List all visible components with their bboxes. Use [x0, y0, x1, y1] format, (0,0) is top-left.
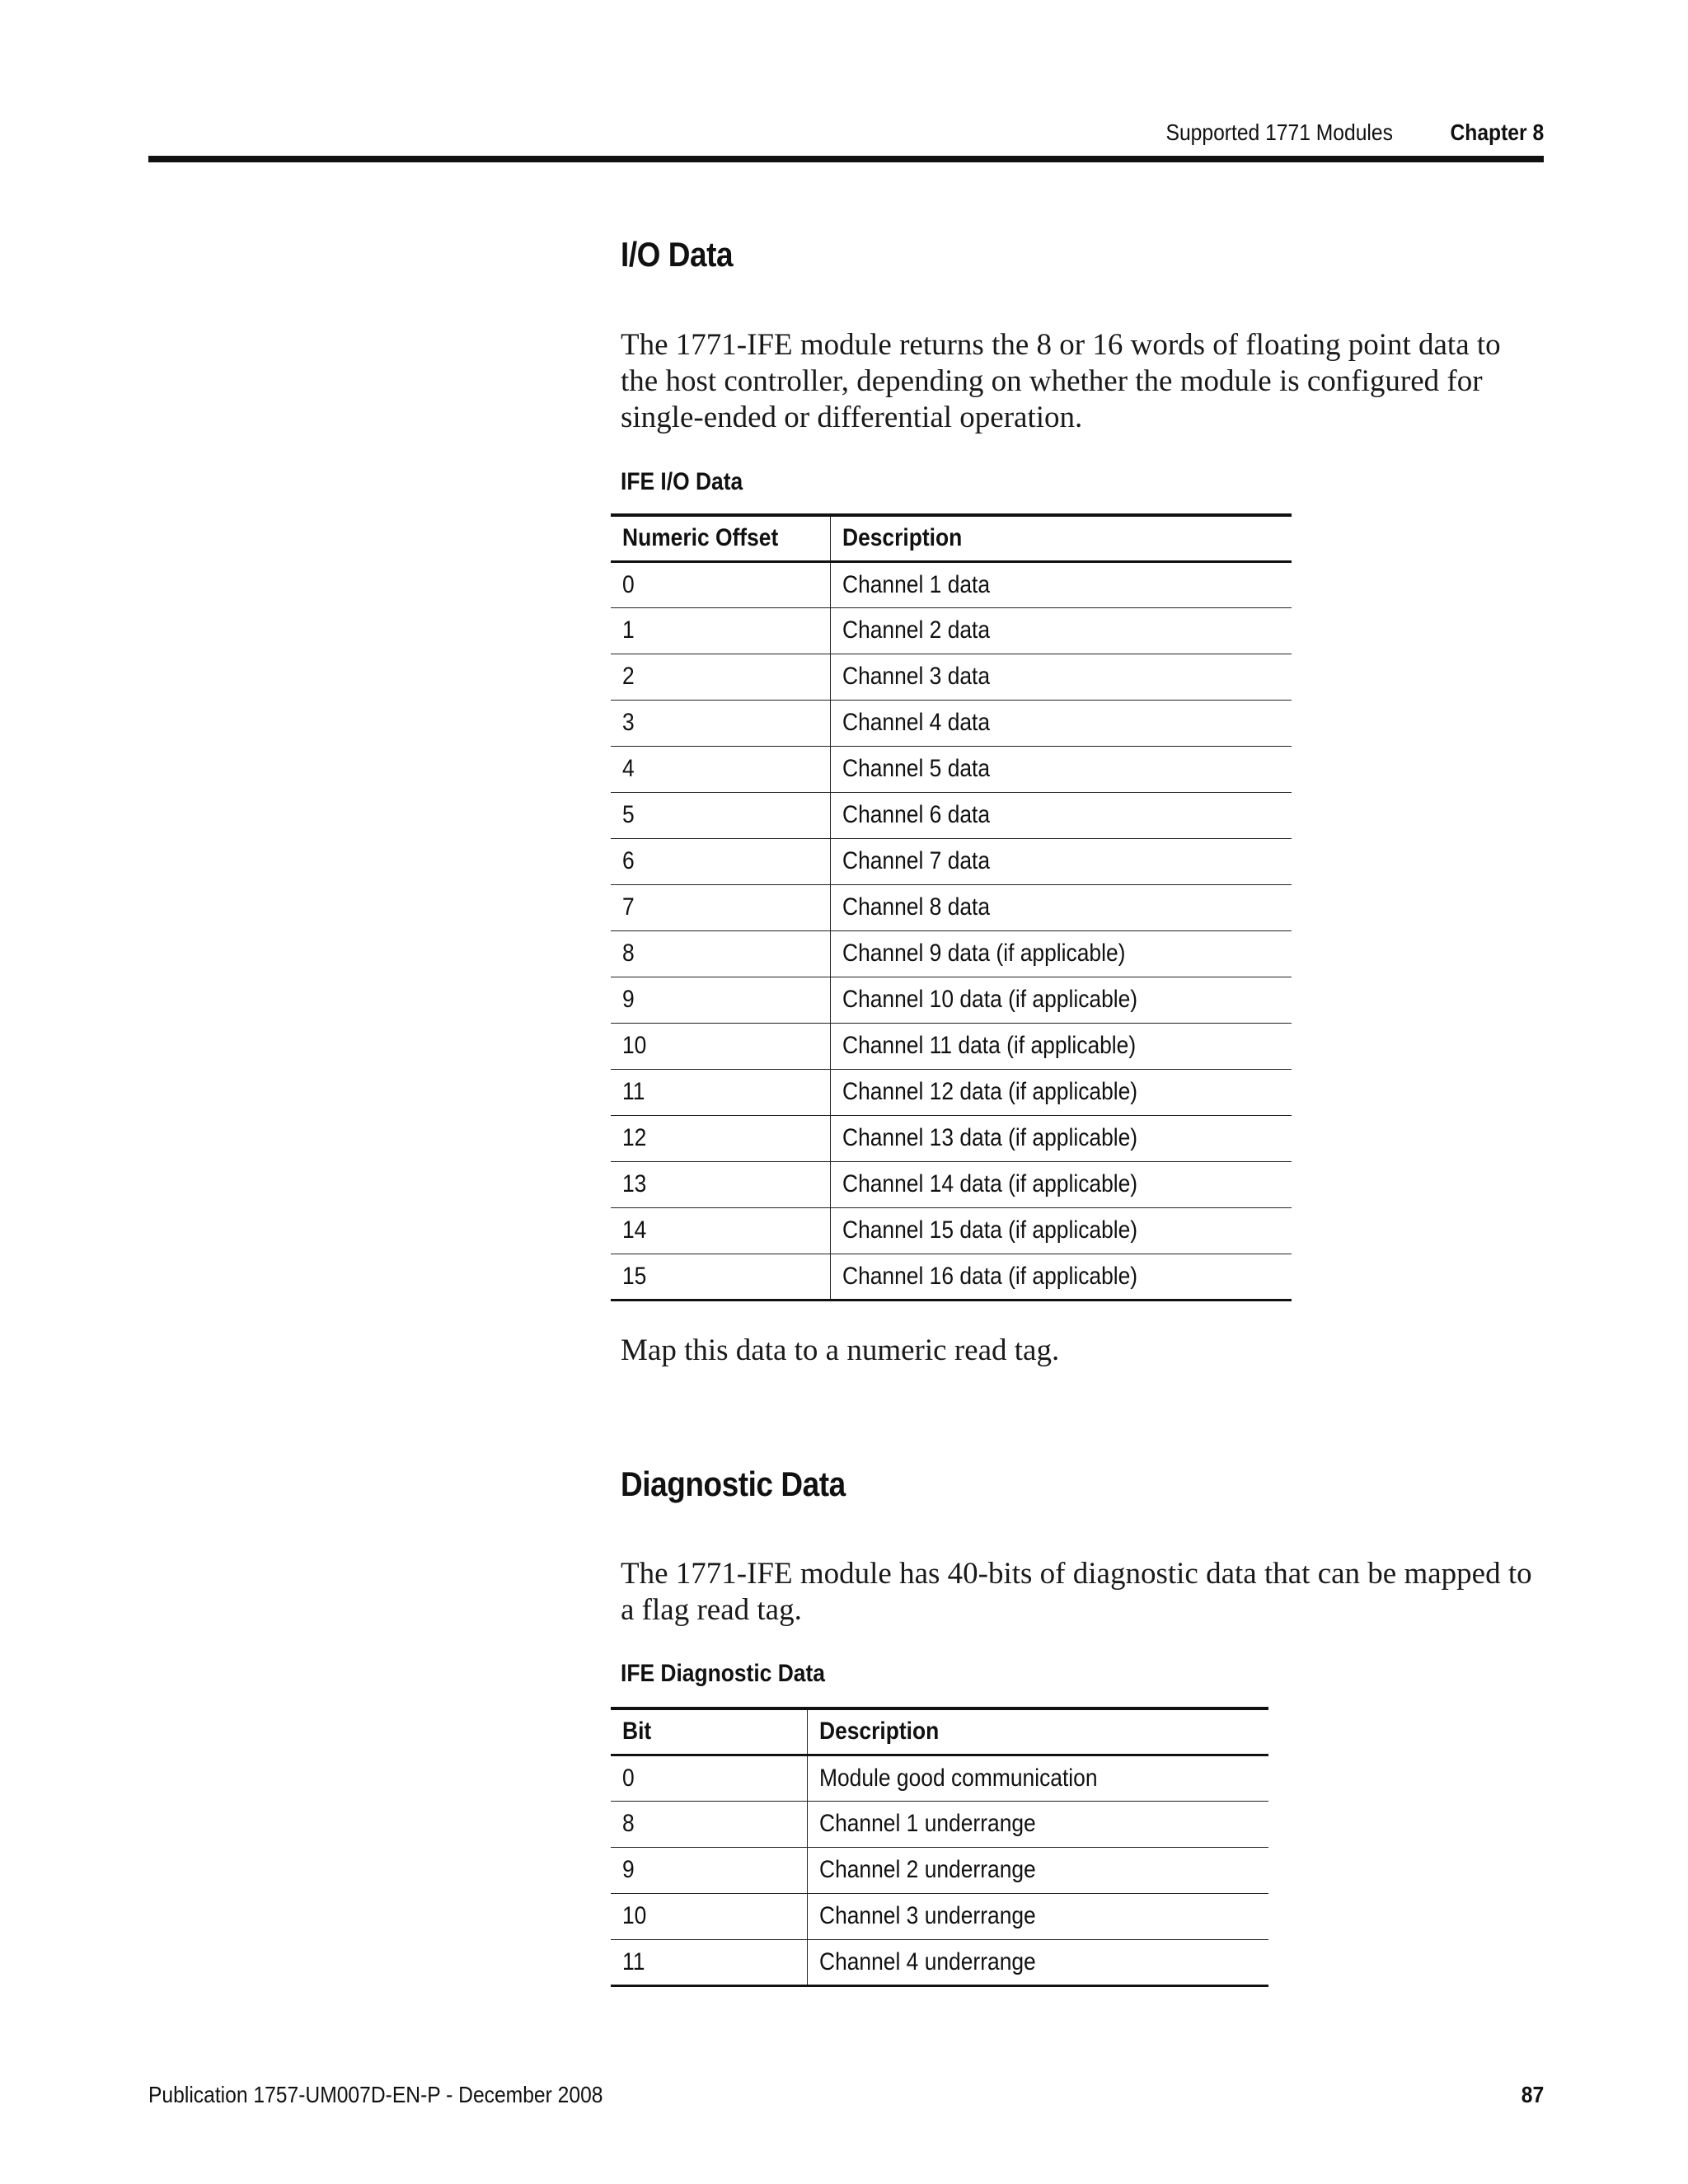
table-cell-description: Channel 6 data: [830, 792, 1292, 838]
table-row: [611, 1115, 1292, 1161]
column-header-description: Description: [830, 515, 1292, 561]
column-header-bit: Bit: [611, 1708, 807, 1755]
table-row: [611, 1939, 1268, 1985]
table-cell-key: 0: [611, 561, 830, 607]
diagnostic-paragraph-wrap: [621, 1556, 1544, 1629]
publication-info: Publication 1757-UM007D-EN-P - December 2008: [148, 2082, 603, 2107]
table-row: [611, 1755, 1268, 1801]
table-cell-key: 10: [611, 1023, 830, 1069]
diagnostic-table-wrap: [611, 1707, 1534, 1987]
table-cell-key: 3: [611, 700, 830, 746]
table-cell-key: 2: [611, 654, 830, 700]
table-cell-description: Channel 13 data (if applicable): [830, 1115, 1292, 1161]
table-row: [611, 838, 1292, 884]
table-row: [611, 977, 1292, 1023]
diagnostic-data-section: [621, 1465, 1544, 1504]
table-cell-description: Channel 7 data: [830, 838, 1292, 884]
table-cell-description: Channel 3 underrange: [807, 1893, 1268, 1939]
diagnostic-caption-wrap: [621, 1660, 1544, 1688]
table-cell-key: 8: [611, 930, 830, 977]
table-cell-key: 5: [611, 792, 830, 838]
table-cell-description: Channel 1 data: [830, 561, 1292, 607]
table-cell-key: 12: [611, 1115, 830, 1161]
table-cell-key: 9: [611, 1847, 807, 1893]
table-cell-key: 8: [611, 1801, 807, 1847]
column-header-numeric-offset: Numeric Offset: [611, 515, 830, 561]
running-header-section: Supported 1771 Modules: [1165, 120, 1393, 145]
page-header: [148, 115, 1544, 150]
header-rule: [148, 156, 1544, 162]
table-row: [611, 1801, 1268, 1847]
io-data-paragraph-wrap: [621, 327, 1544, 436]
table-row: [611, 1023, 1292, 1069]
table-cell-key: 1: [611, 607, 830, 654]
page-number: 87: [1521, 2082, 1544, 2107]
io-data-table-wrap: [611, 513, 1534, 1301]
table-row: [611, 1069, 1292, 1115]
diagnostic-data-heading: Diagnostic Data: [621, 1465, 846, 1503]
column-header-description: Description: [807, 1708, 1268, 1755]
table-row: [611, 884, 1292, 930]
table-cell-description: Channel 10 data (if applicable): [830, 977, 1292, 1023]
table-cell-description: Channel 2 data: [830, 607, 1292, 654]
table-cell-key: 0: [611, 1755, 807, 1801]
io-data-table: [611, 513, 1292, 1301]
table-cell-key: 11: [611, 1069, 830, 1115]
table-cell-key: 14: [611, 1207, 830, 1254]
table-cell-description: Channel 16 data (if applicable): [830, 1254, 1292, 1300]
table-cell-description: Channel 11 data (if applicable): [830, 1023, 1292, 1069]
table-cell-description: Channel 14 data (if applicable): [830, 1161, 1292, 1207]
table-row: [611, 746, 1292, 792]
io-data-after-text: Map this data to a numeric read tag.: [621, 1333, 1060, 1367]
table-row: [611, 792, 1292, 838]
table-row: [611, 1893, 1268, 1939]
io-data-table-body: [611, 561, 1292, 1300]
table-cell-description: Channel 1 underrange: [807, 1801, 1268, 1847]
io-data-section: [621, 235, 1544, 274]
diagnostic-data-table-caption: IFE Diagnostic Data: [621, 1660, 825, 1687]
table-row: [611, 654, 1292, 700]
running-header-chapter: Chapter 8: [1450, 120, 1544, 145]
table-cell-key: 7: [611, 884, 830, 930]
table-cell-description: Channel 2 underrange: [807, 1847, 1268, 1893]
io-data-after-wrap: [621, 1333, 1544, 1369]
io-data-paragraph: The 1771-IFE module returns the 8 or 16 words of floating point data to the host controller, depending on whether the module is configured for single-ended or differential operation.: [621, 328, 1501, 434]
diagnostic-data-table-body: [611, 1755, 1268, 1985]
table-cell-key: 10: [611, 1893, 807, 1939]
table-row: [611, 1161, 1292, 1207]
table-cell-description: Channel 4 underrange: [807, 1939, 1268, 1985]
table-row: [611, 561, 1292, 607]
page-footer: [148, 2082, 1544, 2108]
table-row: [611, 1254, 1292, 1300]
table-cell-description: Channel 8 data: [830, 884, 1292, 930]
table-cell-description: Channel 4 data: [830, 700, 1292, 746]
table-cell-key: 4: [611, 746, 830, 792]
io-data-table-caption: IFE I/O Data: [621, 468, 743, 495]
table-cell-description: Channel 3 data: [830, 654, 1292, 700]
table-row: [611, 607, 1292, 654]
table-row: [611, 930, 1292, 977]
table-cell-description: Channel 9 data (if applicable): [830, 930, 1292, 977]
table-cell-key: 9: [611, 977, 830, 1023]
io-data-heading: I/O Data: [621, 235, 734, 274]
table-row: [611, 700, 1292, 746]
table-cell-description: Channel 5 data: [830, 746, 1292, 792]
table-row: [611, 1847, 1268, 1893]
table-cell-description: Module good communication: [807, 1755, 1268, 1801]
diagnostic-table-header-row: [611, 1708, 1268, 1755]
diagnostic-data-paragraph: The 1771-IFE module has 40-bits of diagnostic data that can be mapped to a flag read tag.: [621, 1557, 1532, 1627]
io-data-table-header-row: [611, 515, 1292, 561]
table-cell-key: 15: [611, 1254, 830, 1300]
table-cell-key: 13: [611, 1161, 830, 1207]
io-data-caption-wrap: [621, 468, 1544, 496]
table-row: [611, 1207, 1292, 1254]
table-cell-key: 11: [611, 1939, 807, 1985]
diagnostic-data-table: [611, 1707, 1268, 1987]
table-cell-description: Channel 15 data (if applicable): [830, 1207, 1292, 1254]
table-cell-description: Channel 12 data (if applicable): [830, 1069, 1292, 1115]
table-cell-key: 6: [611, 838, 830, 884]
